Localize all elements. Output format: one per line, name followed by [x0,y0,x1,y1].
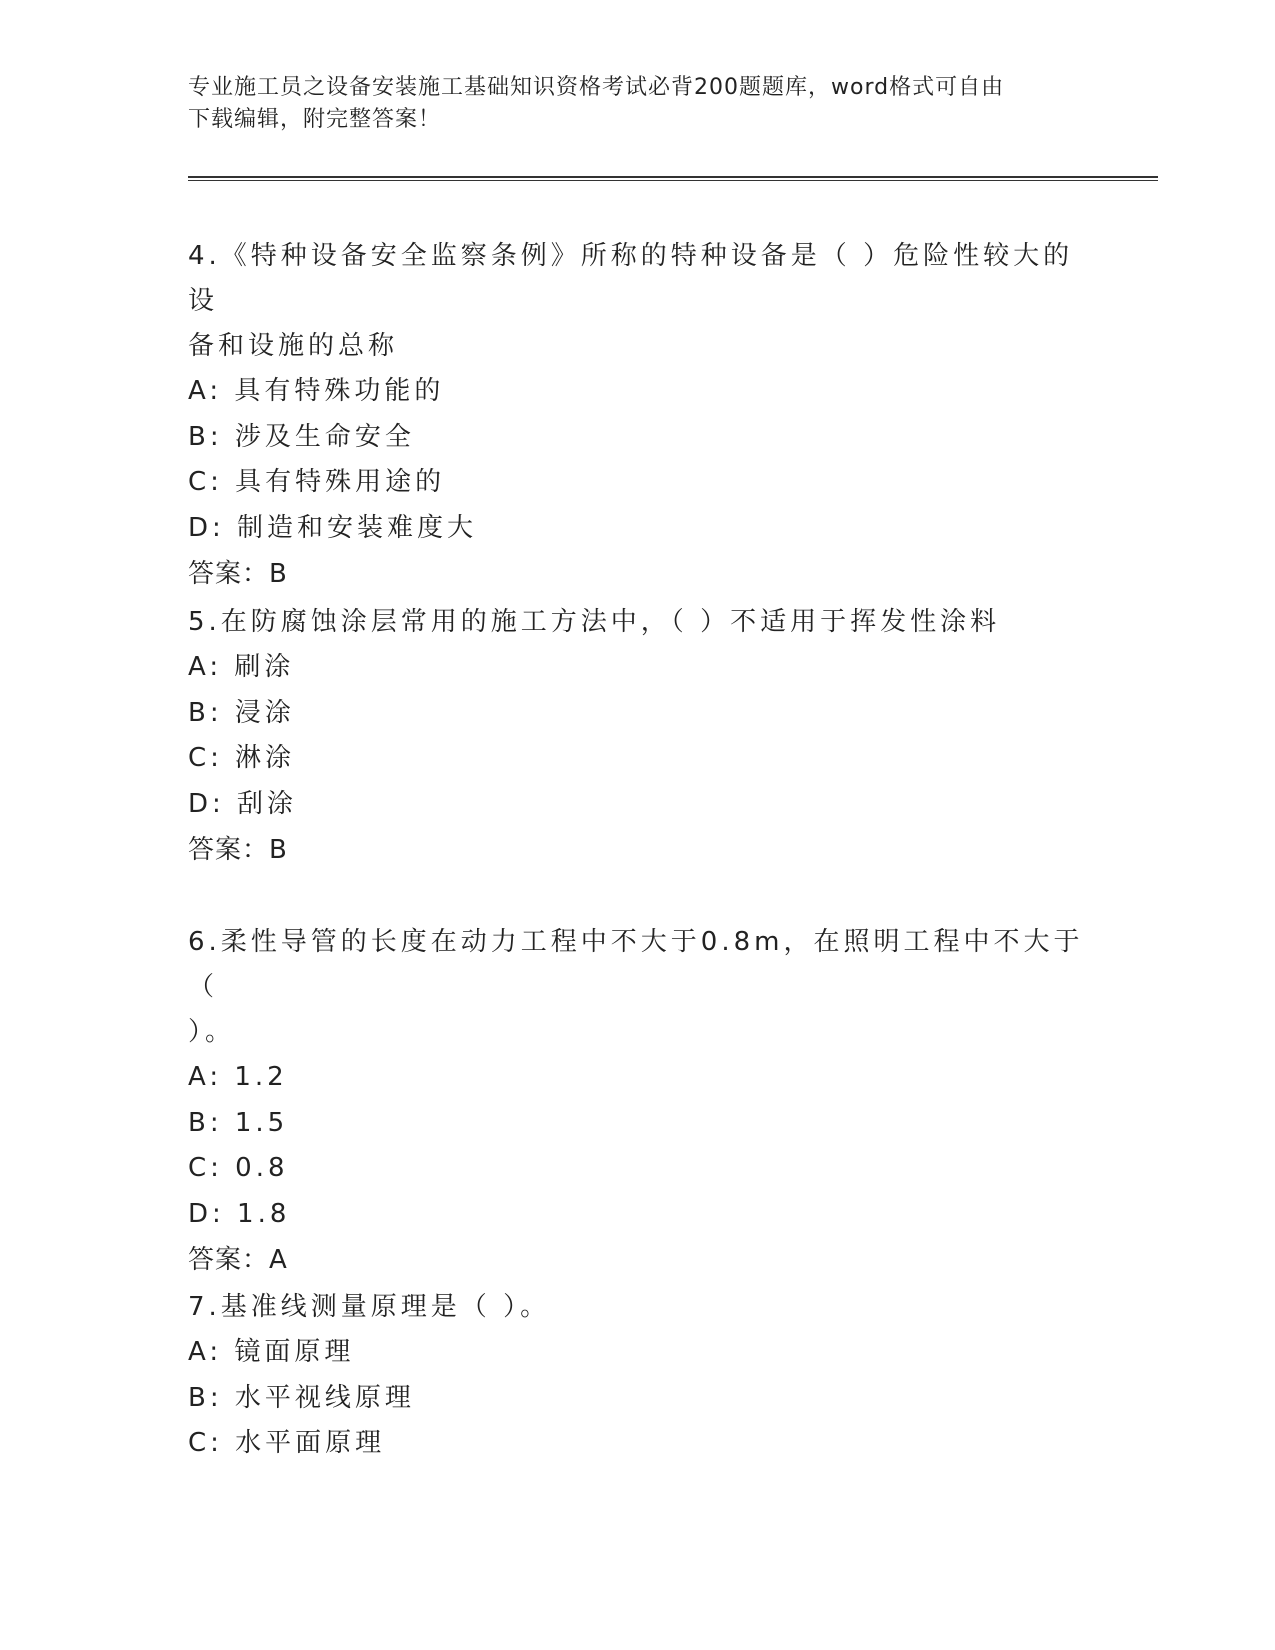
option-a: A: 镜面原理 [188,1337,355,1367]
question-stem-continued: ）。 [188,1017,236,1047]
header-line-1: 专业施工员之设备安装施工基础知识资格考试必背200题题库，word格式可自由 [188,75,1005,100]
option-c: C: 淋涂 [188,743,296,773]
option-b: B: 涉及生命安全 [188,421,415,452]
option-d: D: 1.8 [188,1198,291,1229]
answer: 答案：B [188,835,288,865]
option-d: D: 制造和安装难度大 [188,512,478,543]
option-c: C: 具有特殊用途的 [188,467,446,497]
option-b: B: 浸涂 [188,697,295,728]
answer: 答案：A [188,1245,288,1275]
option-d: D: 刮涂 [188,788,298,819]
option-c: C: 水平面原理 [188,1428,386,1458]
option-a: A: 1.2 [188,1062,288,1092]
option-a: A: 具有特殊功能的 [188,376,445,406]
question-stem: 7.基准线测量原理是（ ）。 [188,1292,551,1322]
header-divider [188,176,1158,181]
question-stem: 6.柔性导管的长度在动力工程中不大于0.8m，在照明工程中不大于（ [188,927,1084,1002]
question-5 [188,600,1088,873]
option-c: C: 0.8 [188,1153,289,1183]
option-b: B: 水平视线原理 [188,1382,415,1413]
question-7 [188,1285,1088,1467]
question-stem: 5.在防腐蚀涂层常用的施工方法中，（ ）不适用于挥发性涂料 [188,607,1001,637]
question-6 [188,920,1088,1283]
option-b: B: 1.5 [188,1107,289,1138]
question-4 [188,234,1088,597]
document-header [188,72,1088,136]
question-stem: 4.《特种设备安全监察条例》所称的特种设备是（ ）危险性较大的设 [188,241,1074,316]
question-stem-continued: 备和设施的总称 [188,331,399,361]
option-a: A: 刷涂 [188,652,295,682]
header-line-2: 下载编辑，附完整答案！ [188,107,442,132]
answer: 答案：B [188,559,288,589]
